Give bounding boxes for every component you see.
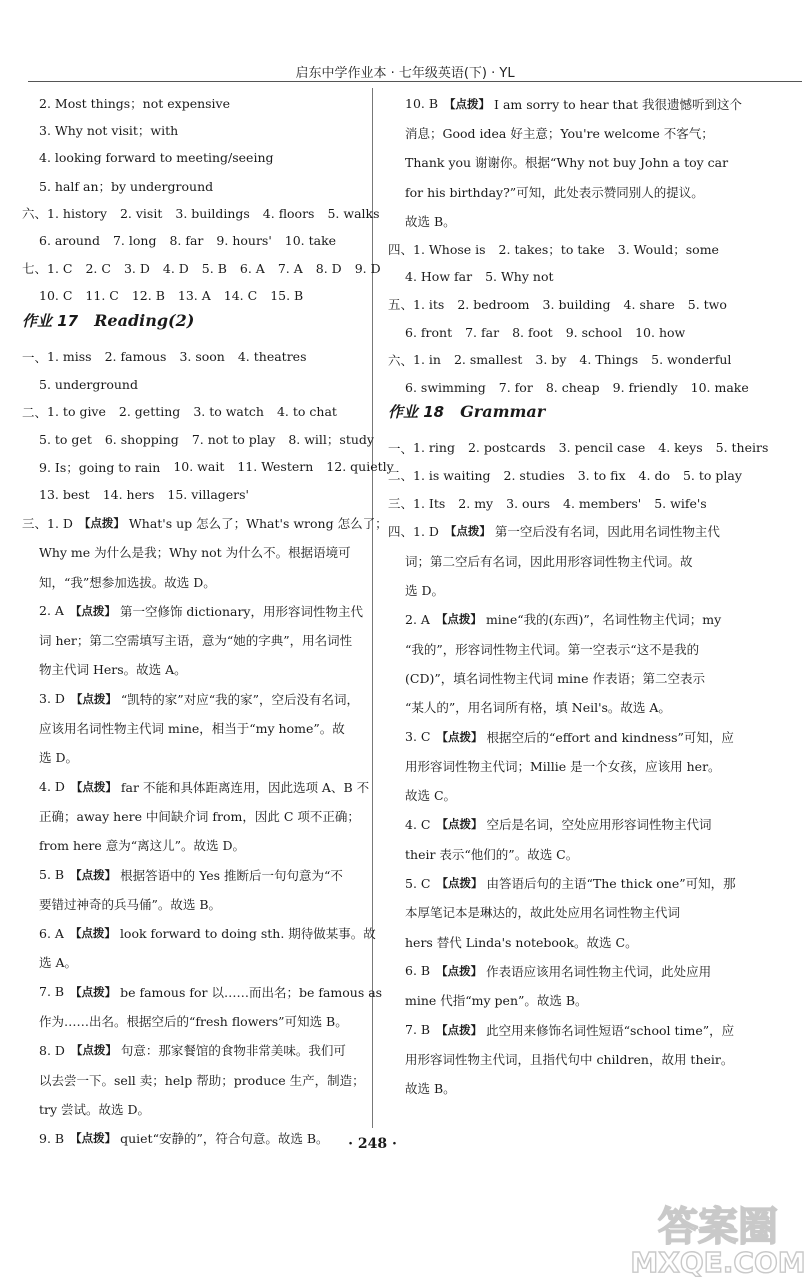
explanation-text: 此空用来修饰名词性短语“school time”，应 [486,1022,735,1038]
hint-tag: 【点拨】 [436,729,483,744]
answer-item: 2. my [458,495,494,511]
question-answer: 5. B [39,867,65,883]
answer-item: 1. C [47,260,73,276]
answer-item: 3. Would；some [617,242,719,258]
section-number: 六、 [388,352,414,368]
answer-item: 7. far [465,324,500,340]
explanation-text: 作表语应该用名词性物主代词，此处应用 [486,963,712,979]
answer-item: 2. Most things；not expensive [39,95,231,111]
answer-item: 5. to get [39,431,92,447]
explanation-text: 第一空修饰 dictionary，用形容词性物主代 [119,603,363,619]
explanation-text: I am sorry to hear that 我很遗憾听到这个 [494,96,743,112]
explanation-first-line [388,868,780,897]
explanation-continued-line: 应该用名词性物主代词 mine，相当于“my home”。故 [39,721,345,737]
hint-tag: 【点拨】 [69,603,116,618]
explanation-continued-line: from here 意为“离这儿”。故选 D。 [39,838,246,854]
explanation-text: 根据答语中的 Yes 推断后一句句意为“不 [120,867,343,883]
hint-tag: 【点拨】 [436,1022,483,1037]
question-answer: 三、1. D [22,515,73,531]
question-answer: 6. B [405,963,431,979]
answer-item: 9. hours' [216,233,272,249]
explanation-continued-line: 选 D。 [39,750,78,766]
answer-item: 15. B [270,288,304,304]
answer-item: 4. D [162,260,189,276]
hint-tag: 【点拨】 [70,1043,117,1058]
hint-tag: 【点拨】 [78,515,125,530]
explanation-text: 根据空后的“effort and kindness”可知，应 [486,729,734,745]
hint-tag: 【点拨】 [435,612,482,627]
question-answer: 7. B [39,984,65,1000]
header-rule [28,81,802,82]
answer-item: 10. how [635,324,686,340]
answer-item: 5. wonderful [651,352,732,368]
answer-item: 10. make [690,379,749,395]
answer-item: 4. do [638,467,670,483]
answer-item: 7. not to play [191,431,276,447]
explanation-continued-line: 词 her；第二空需填写主语，意为“她的字典”，用名词性 [39,633,353,649]
explanation-continued-line: 本厚笔记本是琳达的，故此处应用名词性物主代词 [405,905,681,921]
explanation-first-line [22,1036,360,1065]
question-answer: 6. A [39,925,64,941]
answer-item: 9. school [565,324,623,340]
explanation-continued-line: 词；第二空后有名词，因此用形容词性物主代词。故 [405,553,693,569]
answer-item: 3. to fix [577,467,626,483]
answer-item: 6. front [405,324,453,340]
section-number: 四、 [388,242,414,258]
answer-item: 7. for [498,379,533,395]
page-header: 启东中学作业本 · 七年级英语(下) · YL [295,66,515,81]
answer-row [22,282,360,310]
answer-item: 5. B [201,260,227,276]
question-answer: 9. B [39,1130,65,1146]
answer-item: 5. wife's [654,495,707,511]
section-number: 二、 [22,404,48,420]
hint-tag: 【点拨】 [70,1131,117,1146]
answer-item: 5. walks [327,205,380,221]
question-answer: 4. C [405,816,431,832]
hint-tag: 【点拨】 [70,779,117,794]
answer-item: 3. by [535,352,567,368]
answer-item: 2. takes；to take [498,242,605,258]
explanation-first-line [22,860,360,889]
answer-row [388,318,780,346]
question-answer: 3. C [405,729,431,745]
section-18-title [388,401,780,434]
answer-item: 3. buildings [175,205,250,221]
explanation-first-line [22,977,383,1006]
left-intro-answers [22,89,381,310]
explanation-first-line [388,956,780,985]
explanation-continued-line: for his birthday?”可知，此处表示赞同别人的提议。 [405,184,704,200]
hint-tag: 【点拨】 [436,963,483,978]
answer-item: 4. Things [579,352,639,368]
answer-item: 4. share [623,296,675,312]
section-17-label: 作业 17 [22,311,79,330]
section-number: 五、 [388,297,414,313]
answer-item: 12. quietly [326,459,394,475]
section-number: 一、 [22,349,48,365]
explanation-text: mine“我的(东西)”，名词性物主代词；my [485,612,722,628]
answer-row [22,199,380,227]
section-number: 一、 [388,440,414,456]
question-answer: 10. B [405,96,439,112]
question-answer: 四、1. D [388,524,439,540]
answer-item: 7. long [112,233,157,249]
explanation-first-line [22,684,360,713]
answer-item: 1. ring [413,440,455,456]
answer-row [22,255,381,283]
explanation-continued-line: their 表示“他们的”。故选 C。 [405,846,579,862]
explanation-first-line [22,596,363,625]
answer-row [22,453,394,481]
explanation-first-line [388,605,780,634]
section-number: 七、 [22,261,48,277]
answer-item: 14. C [223,288,258,304]
question-answer: 3. D [39,691,65,707]
section-number: 六、 [22,206,48,222]
explanation-text: 由答语后句的主语“The thick one”可知，那 [486,876,736,892]
answer-item: 1. is waiting [413,467,491,483]
section-18-explanations [388,517,780,1103]
right-answers-a [388,235,780,401]
right-q10 [388,89,780,235]
answer-item: 13. A [177,288,211,304]
answer-row [388,346,780,374]
answer-item: 1. its [413,296,445,312]
answer-row [22,343,360,371]
answer-row [22,144,360,172]
answer-item: 2. smallest [453,352,523,368]
hint-tag: 【点拨】 [69,926,116,941]
answer-row [22,398,360,426]
explanation-continued-line: try 尝试。故选 D。 [39,1101,151,1117]
answer-item: 8. will；study [288,432,374,448]
answer-item: 5. Why not [485,269,554,285]
section-number: 三、 [388,496,414,512]
question-answer: 5. C [405,875,431,891]
explanation-text: 第一空后没有名词，因此用名词性物主代 [494,524,720,540]
answer-item: 2. C [85,260,111,276]
explanation-continued-line: 以去尝一下。sell 卖；help 帮助；produce 生产，制造； [39,1072,365,1088]
explanation-text: be famous for 以……而出名；be famous as [120,984,383,1000]
question-answer: 2. A [39,603,64,619]
section-17-title [22,310,360,343]
hint-tag: 【点拨】 [436,817,483,832]
answer-item: 3. soon [179,349,225,365]
column-divider [372,88,373,1128]
hint-tag: 【点拨】 [444,96,491,111]
answer-item: 3. ours [506,495,550,511]
explanation-continued-line: hers 替代 Linda's notebook。故选 C。 [405,934,638,950]
answer-row [388,434,780,462]
answer-item: 4. looking forward to meeting/seeing [39,150,274,166]
answer-item: 2. bedroom [457,296,530,312]
answer-item: 12. B [131,288,165,304]
explanation-first-line [22,508,388,537]
explanation-text: “凯特的家”对应“我的家”，空后没有名词， [120,691,359,707]
explanation-text: quiet“安静的”，符合句意。故选 B。 [120,1131,329,1147]
section-18-heading: Grammar [460,402,546,422]
explanation-text: 空后是名词，空处应用形容词性物主代词 [486,817,712,833]
question-answer: 2. A [405,611,430,627]
answer-row [388,291,780,319]
answer-item: 3. to watch [193,404,264,420]
section-18-answers [388,434,780,517]
hint-tag: 【点拨】 [70,691,117,706]
explanation-continued-line: (CD)”，填名词性物主代词 mine 作表语；第二空表示 [405,670,705,686]
explanation-continued-line: Thank you 谢谢你。根据“Why not buy John a toy car [405,155,729,171]
explanation-continued-line: 物主代词 Hers。故选 A。 [39,662,187,678]
answer-item: 3. pencil case [558,440,646,456]
question-answer: 8. D [39,1042,65,1058]
hint-tag: 【点拨】 [70,867,117,882]
explanation-continued-line: 故选 C。 [405,788,457,804]
answer-item: 3. building [542,296,611,312]
answer-item: 6. A [239,260,265,276]
answer-item: 2. studies [503,467,565,483]
answer-row [22,481,360,509]
answer-item: 10. take [284,233,337,249]
explanation-first-line [388,89,780,118]
explanation-text: What's up 怎么了；What's wrong 怎么了； [128,515,388,531]
answer-item: 2. postcards [467,440,546,456]
explanation-continued-line: Why me 为什么是我；Why not 为什么不。根据语境可 [39,545,351,561]
answer-item: 9. friendly [612,379,678,395]
page-number: · 248 · [348,1136,397,1152]
section-17-answers [22,343,394,509]
hint-tag: 【点拨】 [444,524,491,539]
answer-item: 3. Why not visit；with [39,123,179,139]
watermark-logo [628,1190,808,1280]
answer-row [388,462,780,490]
explanation-text: far 不能和具体距离连用，因此选项 A、B 不 [120,779,370,795]
explanation-first-line [22,918,376,947]
hint-tag: 【点拨】 [70,984,117,999]
answer-item: 10. C [39,288,73,304]
answer-item: 4. to chat [276,404,337,420]
answer-item: 2. famous [104,349,167,365]
explanation-continued-line: 消息；Good idea 好主意；You're welcome 不客气； [405,125,714,141]
explanation-continued-line: “某人的”，用名词所有格，填 Neil's。故选 A。 [405,700,671,716]
answer-row [22,172,360,200]
answer-item: 6. swimming [405,379,486,395]
answer-item: 5. two [687,296,727,312]
section-17-heading: Reading(2) [94,310,195,330]
answer-item: 8. foot [512,324,553,340]
section-number: 二、 [388,468,414,484]
answer-item: 1. miss [47,349,92,365]
answer-item: 13. best [39,487,90,503]
answer-row [22,117,360,145]
explanation-text: 句意：那家餐馆的食物非常美味。我们可 [120,1043,346,1059]
answer-item: 4. members' [563,495,642,511]
answer-row [388,489,780,517]
watermark-bottom-text: MXQE.COM [630,1246,806,1279]
question-answer: 7. B [405,1022,431,1038]
explanation-first-line [388,1015,780,1044]
answer-row [22,89,360,117]
explanation-continued-line: 故选 B。 [405,1081,456,1097]
answer-row [22,227,360,255]
answer-row [388,373,780,401]
answer-item: 8. D [315,260,342,276]
answer-item: 7. A [277,260,303,276]
explanation-continued-line: 用形容词性物主代词，且指代句中 children，故用 their。 [405,1051,734,1067]
section-18-label: 作业 18 [388,403,445,422]
answer-item: 4. floors [262,205,315,221]
answer-item: 3. D [123,260,150,276]
answer-item: 5. half an；by underground [39,178,214,194]
explanation-continued-line: 作为……出名。根据空后的“fresh flowers”可知选 B。 [39,1014,348,1029]
answer-item: 9. Is；going to rain [39,459,161,475]
explanation-continued-line: mine 代指“my pen”。故选 B。 [405,993,588,1009]
answer-item: 4. keys [658,440,703,456]
explanation-text: look forward to doing sth. 期待做某事。故 [119,926,376,942]
answer-item: 2. visit [119,205,163,221]
answer-row [388,263,780,291]
answer-item: 14. hers [102,487,155,503]
explanation-continued-line: 选 D。 [405,583,444,599]
answer-item: 1. to give [47,404,106,420]
answer-row [22,426,374,454]
answer-item: 6. around [39,233,100,249]
answer-row [22,370,360,398]
answer-item: 8. cheap [545,379,600,395]
answer-item: 8. far [169,233,204,249]
answer-item: 1. in [413,352,441,368]
answer-item: 4. How far [405,269,473,285]
explanation-continued-line: “我的”，形容词性物主代词。第一空表示“这不是我的 [405,641,700,657]
answer-item: 15. villagers' [167,487,249,503]
answer-item: 5. underground [39,376,138,392]
answer-row [388,235,780,263]
explanation-first-line [388,810,780,839]
answer-item: 11. C [85,288,119,304]
answer-item: 10. wait [173,459,225,475]
question-answer: 4. D [39,779,65,795]
answer-item: 5. theirs [715,440,769,456]
explanation-first-line [22,772,370,801]
explanation-continued-line: 用形容词性物主代词；Millie 是一个女孩，应该用 her。 [405,758,721,774]
right-column [388,89,780,1103]
answer-item: 6. shopping [104,431,179,447]
watermark-top-text: 答案圈 [658,1204,778,1250]
answer-item: 1. history [47,205,107,221]
hint-tag: 【点拨】 [436,876,483,891]
explanation-first-line [388,517,780,546]
explanation-continued-line: 知，“我”想参加选拔。故选 D。 [39,574,216,590]
explanation-continued-line: 选 A。 [39,955,78,971]
answer-item: 2. getting [118,404,181,420]
answer-item: 5. to play [682,467,742,483]
answer-item: 1. Its [413,495,446,511]
explanation-continued-line: 故选 B。 [405,213,456,229]
explanation-continued-line: 要错过神奇的兵马俑”。故选 B。 [39,896,222,912]
answer-item: 9. D [354,260,381,276]
explanation-continued-line: 正确；away here 中间缺介词 from，因此 C 项不正确； [39,808,360,824]
explanation-first-line [388,722,780,751]
answer-item: 1. Whose is [413,241,486,257]
answer-item: 4. theatres [237,349,307,365]
answer-item: 11. Western [237,459,314,475]
